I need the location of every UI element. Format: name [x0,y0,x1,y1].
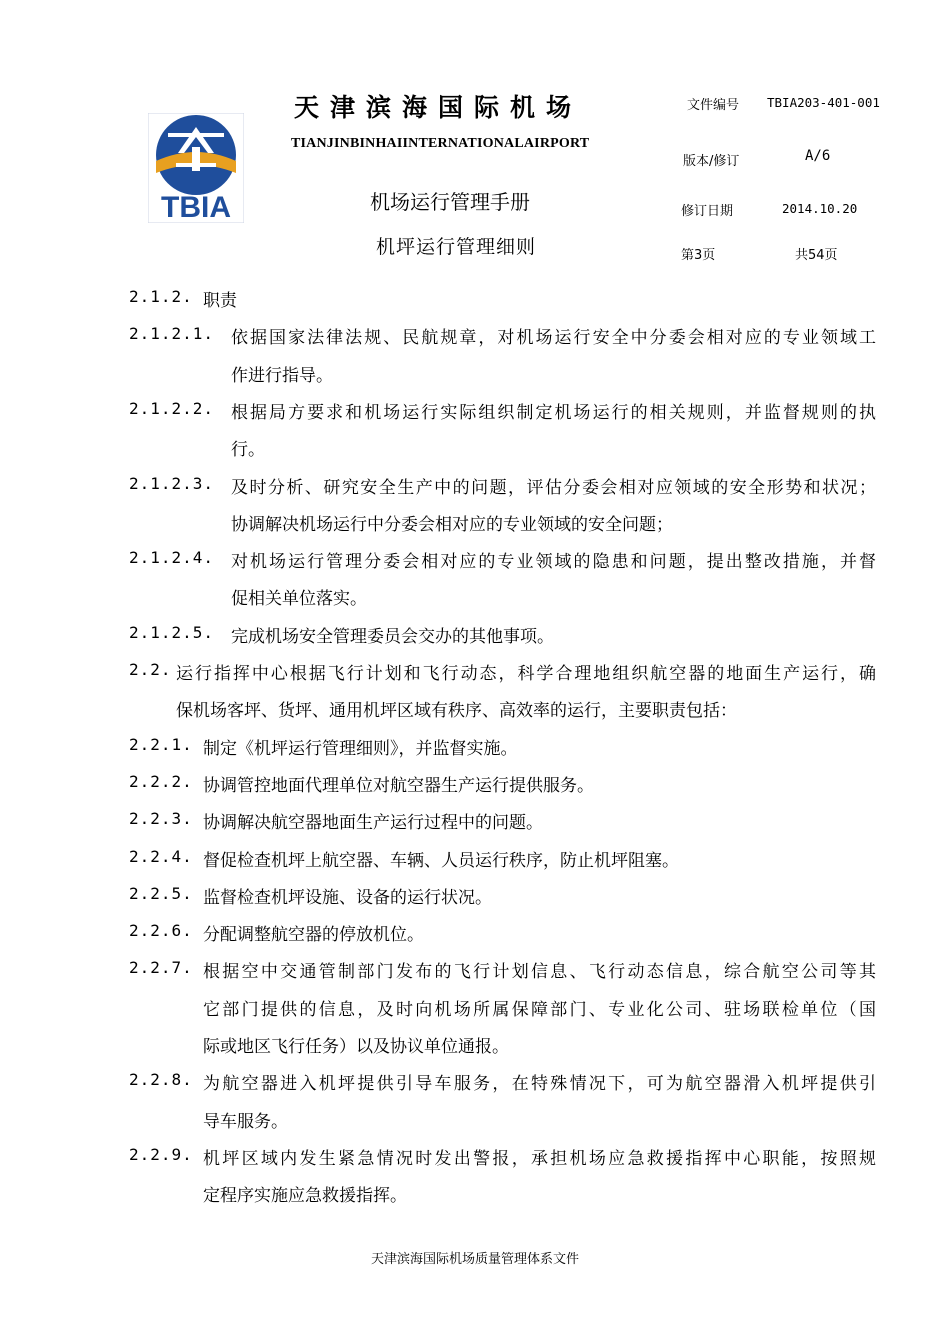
section-number: 2.2.5. [129,883,193,903]
section-text-line: 导车服务。 [203,1111,288,1132]
section-number: 2.1.2. [129,287,193,306]
version-label: 版本/修订 [683,154,740,169]
doc-number: TBIA203-401-001 [767,95,880,110]
section-number: 2.2.1. [129,734,193,754]
section-text-line: 运行指挥中心根据飞行计划和飞行动态，科学合理地组织航空器的地面生产运行，确 [176,664,876,684]
section-text-line: 及时分析、研究安全生产中的问题，评估分委会相对应领域的安全形势和状况； [231,477,876,498]
section-number: 2.2.8. [129,1070,193,1090]
section-text-line: 协调解决机场运行中分委会相对应的专业领域的安全问题； [231,514,673,535]
section-text-line: 机坪区域内发生紧急情况时发出警报，承担机场应急救援指挥中心职能，按照规 [203,1148,876,1169]
section-number: 2.1.2.5. [129,622,215,642]
section-text-line: 行。 [231,440,265,461]
manual-subtitle: 机坪运行管理细则 [376,236,537,258]
section-text-line: 协调管控地面代理单位对航空器生产运行提供服务。 [203,775,594,796]
section-text-line: 为航空器进入机坪提供引导车服务，在特殊情况下，可为航空器滑入机坪提供引 [203,1074,876,1095]
version-value: A/6 [805,148,831,164]
section-text-line: 依据国家法律法规、民航规章，对机场运行安全中分委会相对应的专业领域工 [231,328,876,349]
section-number: 2.2. [129,660,172,679]
tbia-logo [148,113,244,223]
section-text-line: 职责 [203,291,237,311]
section-text-line: 根据局方要求和机场运行实际组织制定机场运行的相关规则，并监督规则的执 [231,402,876,423]
doc-number-label: 文件编号 [687,98,740,113]
section-text-line: 根据空中交通管制部门发布的飞行计划信息、飞行动态信息，综合航空公司等其 [203,962,876,983]
section-text-line: 促相关单位落实。 [231,589,367,610]
section-text-line: 作进行指导。 [231,365,333,386]
section-number: 2.2.4. [129,846,193,866]
logo-text: TBIA [161,191,231,223]
section-text-line: 完成机场安全管理委员会交办的其他事项。 [231,626,554,647]
revise-date-label: 修订日期 [681,204,734,219]
total-pages: 共54页 [795,248,838,263]
manual-title: 机场运行管理手册 [370,190,530,214]
section-text-line: 保机场客坪、货坪、通用机坪区域有秩序、高效率的运行，主要职责包括： [176,701,737,722]
section-text-line: 际或地区飞行任务）以及协议单位通报。 [203,1037,509,1057]
section-text-line: 分配调整航空器的停放机位。 [203,925,424,946]
section-text-line: 监督检查机坪设施、设备的运行状况。 [203,887,492,908]
section-number: 2.2.2. [129,771,193,791]
section-number: 2.2.9. [129,1144,193,1164]
section-number: 2.2.3. [129,809,193,829]
footer-text: 天津滨海国际机场质量管理体系文件 [370,1252,579,1267]
revise-date: 2014.10.20 [782,201,858,216]
airport-cn-name: 天津滨海国际机场 [294,93,583,122]
section-text-line: 制定《机坪运行管理细则》，并监督实施。 [203,738,518,759]
section-number: 2.2.6. [129,921,193,941]
section-number: 2.2.7. [129,958,193,978]
section-text-line: 对机场运行管理分委会相对应的专业领域的隐患和问题，提出整改措施，并督 [231,552,876,573]
section-text-line: 定程序实施应急救援指挥。 [203,1186,407,1207]
section-number: 2.1.2.2. [129,398,215,418]
section-text-line: 它部门提供的信息，及时向机场所属保障部门、专业化公司、驻场联检单位（国 [203,999,876,1020]
section-text-line: 协调解决航空器地面生产运行过程中的问题。 [203,813,543,834]
section-number: 2.1.2.3. [129,473,215,493]
airport-en-name: TIANJINBINHAIINTERNATIONALAIRPORT [291,136,590,151]
section-number: 2.1.2.1. [129,324,215,344]
section-number: 2.1.2.4. [129,548,215,568]
page-number: 第3页 [681,248,716,263]
section-text-line: 督促检查机坪上航空器、车辆、人员运行秩序，防止机坪阻塞。 [203,850,679,871]
